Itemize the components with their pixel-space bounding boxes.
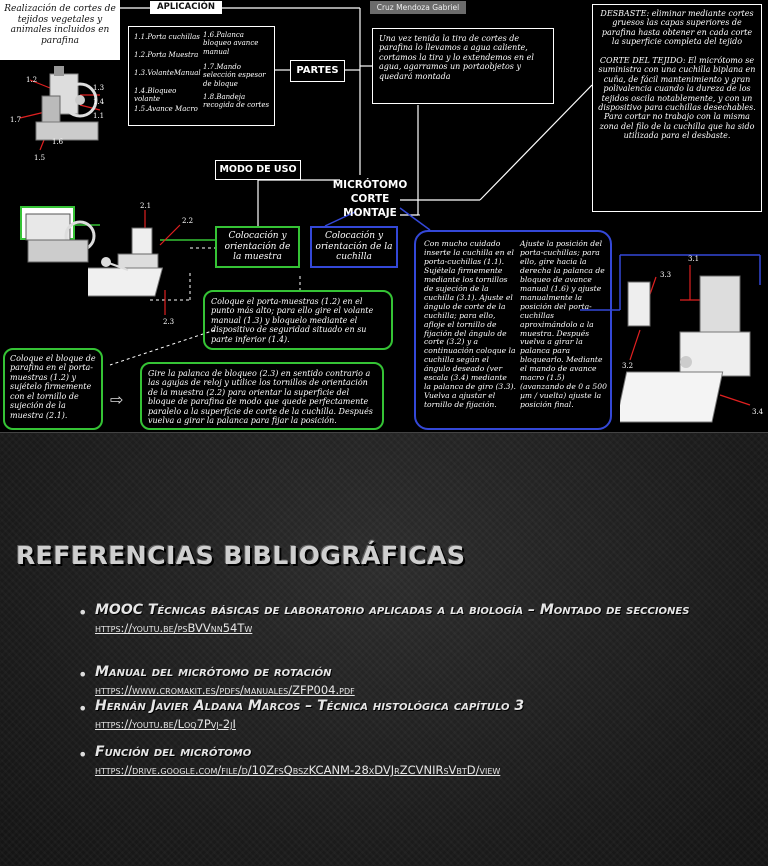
part-item: 1.1.Porta cuchillas xyxy=(134,33,200,41)
references-panel xyxy=(0,433,768,866)
microtome-illustration-parts xyxy=(28,66,108,154)
references-title: REFERENCIAS BIBLIOGRÁFICAS xyxy=(16,541,466,570)
part-item: 1.3.VolanteManual xyxy=(134,69,201,77)
parts-list-right xyxy=(203,31,271,113)
callout-label: 3.3 xyxy=(660,271,672,279)
reference-link[interactable]: https://youtu.be/psBVVnn54Tw xyxy=(95,621,253,635)
reference-item xyxy=(78,665,758,699)
callout-label: 2.2 xyxy=(182,217,194,225)
callout-label: 1.7 xyxy=(10,116,22,124)
callout-label: 1.2 xyxy=(26,76,38,84)
callout-label: 1.5 xyxy=(34,154,46,162)
tira-text-box: Una vez tenida la tira de cortes de parafina lo llevamos a agua caliente, cortamos la tira y lo extendemos en el agua, agarramos un portaobjetos y quedará montada xyxy=(372,28,554,104)
part-item: 1.8.Bandeja recogida de cortes xyxy=(203,93,270,110)
porta-muestras-box: Coloque el porta-muestras (1.2) en el punto más alto; para ello gire el volante manual (1.3) y bloquelo mediante el dispositivo de seguridad situado en su parte inferior (1.4). xyxy=(203,290,393,350)
callout-label: 1.6 xyxy=(52,138,64,146)
bloque-box: Coloque el bloque de parafina en el porta-muestras (1.2) y sujételo firmemente con el tornillo de sujeción de la muestra (2.1). xyxy=(3,348,103,430)
parts-list-box xyxy=(128,26,275,126)
callout-label: 2.3 xyxy=(163,318,175,326)
reference-item xyxy=(78,699,758,745)
sample-holder-illustration xyxy=(88,210,188,310)
callout-label: 1.4 xyxy=(93,98,105,106)
reference-link[interactable]: https://www.cromakit.es/pdfs/manuales/ZFP004.pdf xyxy=(95,683,355,697)
callout-label: 2.1 xyxy=(140,202,152,210)
desbaste-corte-box xyxy=(592,4,762,212)
part-item: 1.6.Palanca bloqueo avance manual xyxy=(203,31,259,56)
arrow-icon: ⇨ xyxy=(110,390,124,409)
callout-label: 3.4 xyxy=(752,408,764,416)
desbaste-text: DESBASTE: eliminar mediante cortes gruesos las capas superiores de parafina hasta obtener en cada corte la superficie completa del tejido xyxy=(600,9,754,47)
center-title-line: CORTE xyxy=(350,193,390,205)
corte-text: CORTE DEL TEJIDO: El micrótomo se suministra con una cuchilla biplana en cuña, de fácil mantenimiento y gran polivalencia cuando la dureza de los tejidos oscila notablemente, y con un dispositivo para cuchillas desechables. Para cortar no trabajo con la misma zona del filo de la cuchilla que ha sido utilizada para el desbaste. xyxy=(598,55,756,141)
modo-uso-label: MODO DE USO xyxy=(215,160,301,180)
reference-link[interactable]: https://youtu.be/Loq7Pvj-2jI xyxy=(95,717,236,731)
part-item: 1.4.Bloqueo volante xyxy=(134,87,177,104)
center-title xyxy=(330,178,410,220)
bullet-icon: • xyxy=(78,699,88,718)
callout-label: 3.2 xyxy=(622,362,634,370)
cuchilla-instructions-box xyxy=(414,230,612,430)
colocacion-cuchilla-box: Colocación y orientación de la cuchilla xyxy=(310,226,398,268)
parts-list-left xyxy=(134,33,204,123)
bullet-icon: • xyxy=(78,603,88,622)
reference-item xyxy=(78,745,758,785)
references-list xyxy=(78,603,758,785)
aplicacion-label: APLICACIÓN xyxy=(150,1,222,14)
reference-title: Función del micrótomo xyxy=(95,744,252,760)
part-item: 1.7.Mando selección espesor de bloque xyxy=(203,63,266,88)
cuchilla-col-1: Con mucho cuidado inserte la cuchilla en el porta-cuchillas (1.1). Sujétela firmemente mediante los tornillos de sujeción de la cuchilla (3.1). Ajuste el ángulo de corte de la cuchilla; para ello, afloje el tornillo de fijación del ángulo de corte (3.2) y a continuación coloque la cuchilla según el ángulo deseado (ver escala (3.4) mediante la palanca de giro (3.3). Vuelva a ajustar el tornillo de fijación. xyxy=(424,239,516,410)
part-item: 1.5.Avance Macro xyxy=(134,105,198,113)
center-title-line: MONTAJE xyxy=(343,207,397,219)
center-title-line: MICRÓTOMO xyxy=(332,179,408,191)
reference-item xyxy=(78,603,758,665)
callout-label: 1.1 xyxy=(93,112,105,120)
partes-label: PARTES xyxy=(290,60,345,82)
reference-title: Hernán Javier Aldana Marcos – Técnica histológica capítulo 3 xyxy=(95,698,525,714)
part-item: 1.2.Porta Muestra xyxy=(134,51,199,59)
blade-holder-illustration xyxy=(620,262,760,427)
bullet-icon: • xyxy=(78,745,88,764)
reference-link[interactable]: https://drive.google.com/file/d/10ZfsQbszKCANM-28xDVJrZCVNIRsVbtD/view xyxy=(95,763,501,777)
callout-label: 3.1 xyxy=(688,255,700,263)
cuchilla-col-2: Ajuste la posición del porta-cuchillas; para ello, gire hacia la derecha la palanca de bloqueo de avance manual (1.6) y ajuste manualmente la posición del porta-cuchillas aproximándolo a la muestra. Después vuelva a girar la palanca para bloquearlo. Mediante el mando de avance macro (1.5) (avanzando de 0 a 500 µm / vuelta) ajuste la posición final. xyxy=(520,239,607,410)
microtome-side-view xyxy=(22,210,98,270)
palanca-box: Gire la palanca de bloqueo (2.3) en sentido contrario a las agujas de reloj y utilice los tornillos de orientación de la muestra (2.2) para orientar la superficie del bloque de parafina de modo que quede perfectamente paralelo a la superficie de corte de la cuchilla. Después vuelva a girar la palanca para fijar la posición. xyxy=(140,362,384,430)
author-watermark: Cruz Mendoza Gabriel xyxy=(370,1,466,14)
bullet-icon: • xyxy=(78,665,88,684)
reference-title: MOOC Técnicas básicas de laboratorio aplicadas a la biología – Montado de secciones xyxy=(95,602,690,618)
colocacion-muestra-box: Colocación y orientación de la muestra xyxy=(215,226,300,268)
callout-label: 1.3 xyxy=(93,84,105,92)
reference-title: Manual del micrótomo de rotación xyxy=(95,664,332,680)
intro-box: Realización de cortes de tejidos vegetales y animales incluidos en parafina xyxy=(0,0,120,60)
